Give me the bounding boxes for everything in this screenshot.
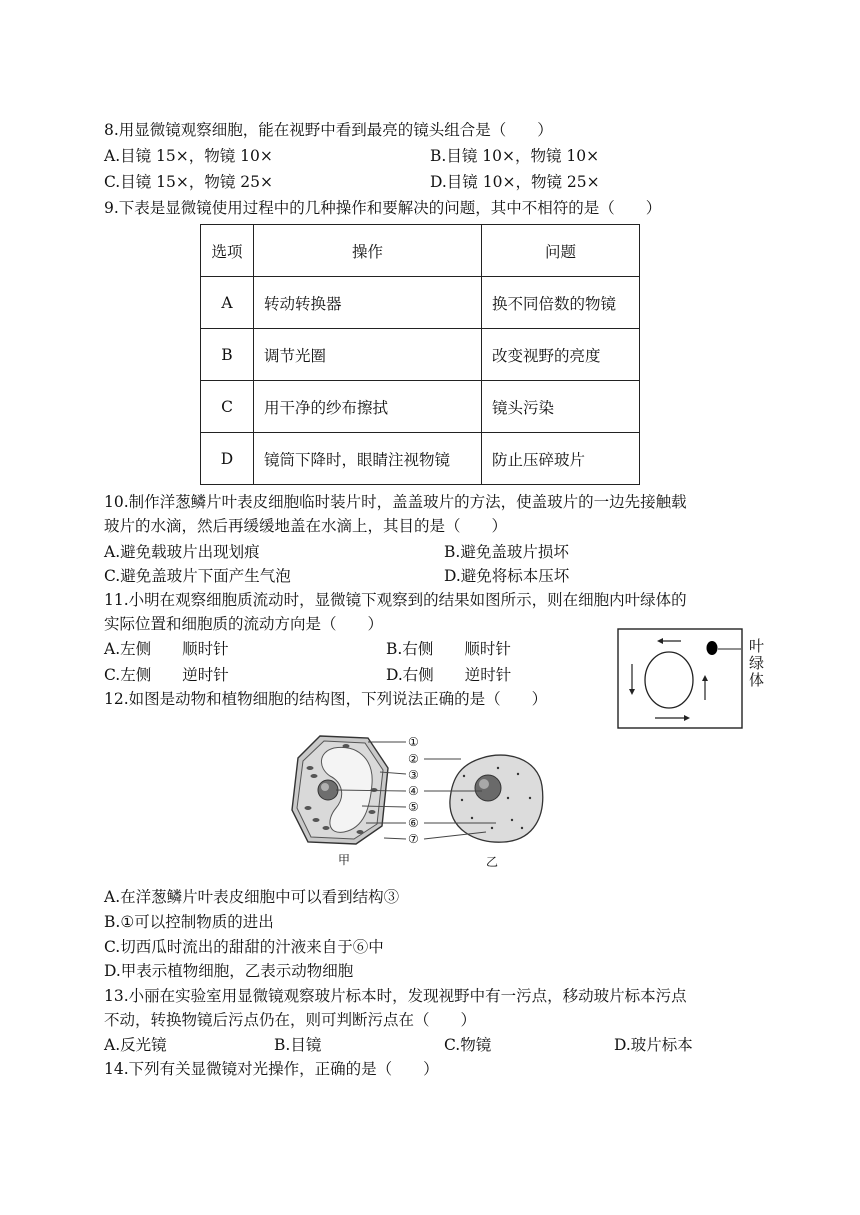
q11-option-a: A.左侧 顺时针: [104, 640, 229, 658]
q10-option-b: B.避免盖玻片损坏: [444, 543, 569, 561]
label-6: ⑥: [408, 816, 419, 830]
table-cell: A: [201, 277, 254, 329]
q13-option-c: C.物镜: [444, 1036, 492, 1054]
q9-table: [200, 224, 640, 485]
table-header-row: [201, 225, 640, 277]
label-1: ①: [408, 735, 419, 749]
table-cell: 调节光圈: [254, 329, 482, 381]
q10-option-d: D.避免将标本压坏: [444, 567, 570, 585]
table-cell: B: [201, 329, 254, 381]
table-header-cell: 问题: [482, 225, 640, 277]
q11-option-d: D.右侧 逆时针: [386, 666, 512, 684]
label-yi: 乙: [486, 855, 499, 869]
label-jia: 甲: [338, 853, 351, 867]
q12-figure: [286, 728, 566, 870]
q12-option-b: B.①可以控制物质的进出: [104, 913, 274, 931]
field-of-view-box: [618, 629, 742, 728]
label-7: ⑦: [408, 832, 419, 846]
q10-stem-line1: 10.制作洋葱鳞片叶表皮细胞临时装片时，盖盖玻片的方法，使盖玻片的一边先接触载: [104, 493, 687, 511]
table-row: [201, 277, 640, 329]
q13-option-d: D.玻片标本: [614, 1036, 693, 1054]
label-5: ⑤: [408, 800, 419, 814]
cell-structure-diagram: [286, 728, 566, 870]
table-cell: 镜筒下降时，眼睛注视物镜: [254, 433, 482, 485]
q13-option-b: B.目镜: [274, 1036, 322, 1054]
q12-option-a: A.在洋葱鳞片叶表皮细胞中可以看到结构③: [104, 888, 400, 906]
table-row: [201, 329, 640, 381]
table-cell: 镜头污染: [482, 381, 640, 433]
q11-option-b: B.右侧 顺时针: [386, 640, 511, 658]
table-cell: C: [201, 381, 254, 433]
table-cell: 转动转换器: [254, 277, 482, 329]
q12-option-d: D.甲表示植物细胞，乙表示动物细胞: [104, 962, 354, 980]
table-cell: 用干净的纱布擦拭: [254, 381, 482, 433]
label-3: ③: [408, 768, 419, 782]
q8-stem: 8.用显微镜观察细胞，能在视野中看到最亮的镜头组合是（ ）: [104, 121, 553, 139]
q13-option-a: A.反光镜: [104, 1036, 167, 1054]
q9-stem: 9.下表是显微镜使用过程中的几种操作和要解决的问题，其中不相符的是（ ）: [104, 199, 662, 217]
q8-option-a: A.目镜 15×，物镜 10×: [104, 147, 273, 165]
q10-option-a: A.避免载玻片出现划痕: [104, 543, 260, 561]
chloroplast-label: 叶绿体: [749, 637, 765, 689]
table-cell: 改变视野的亮度: [482, 329, 640, 381]
q11-option-c: C.左侧 逆时针: [104, 666, 229, 684]
q11-figure: [617, 628, 777, 730]
label-2: ②: [408, 752, 419, 766]
table-cell: D: [201, 433, 254, 485]
label-4: ④: [408, 784, 419, 798]
q11-stem-line1: 11.小明在观察细胞质流动时，显微镜下观察到的结果如图所示，则在细胞内叶绿体的: [104, 591, 687, 609]
q11-stem-line2: 实际位置和细胞质的流动方向是（ ）: [104, 615, 384, 633]
table-row: [201, 381, 640, 433]
q8-option-d: D.目镜 10×，物镜 25×: [430, 173, 600, 191]
table-cell: 防止压碎玻片: [482, 433, 640, 485]
table-header-cell: 选项: [201, 225, 254, 277]
q12-stem: 12.如图是动物和植物细胞的结构图，下列说法正确的是（ ）: [104, 690, 548, 708]
table-cell: 换不同倍数的物镜: [482, 277, 640, 329]
table-row: [201, 433, 640, 485]
chloroplast-dot: [707, 641, 718, 655]
q8-option-c: C.目镜 15×，物镜 25×: [104, 173, 274, 191]
q10-stem-line2: 玻片的水滴，然后再缓缓地盖在水滴上，其目的是（ ）: [104, 517, 508, 535]
table-header-cell: 操作: [254, 225, 482, 277]
q13-stem-line2: 不动，转换物镜后污点仍在，则可判断污点在（ ）: [104, 1011, 477, 1029]
q8-option-b: B.目镜 10×，物镜 10×: [430, 147, 600, 165]
q12-option-c: C.切西瓜时流出的甜甜的汁液来自于⑥中: [104, 938, 384, 956]
q14-stem: 14.下列有关显微镜对光操作，正确的是（ ）: [104, 1060, 439, 1078]
q10-option-c: C.避免盖玻片下面产生气泡: [104, 567, 291, 585]
animal-cell: [450, 755, 543, 842]
q13-stem-line1: 13.小丽在实验室用显微镜观察玻片标本时，发现视野中有一污点，移动玻片标本污点: [104, 987, 687, 1005]
